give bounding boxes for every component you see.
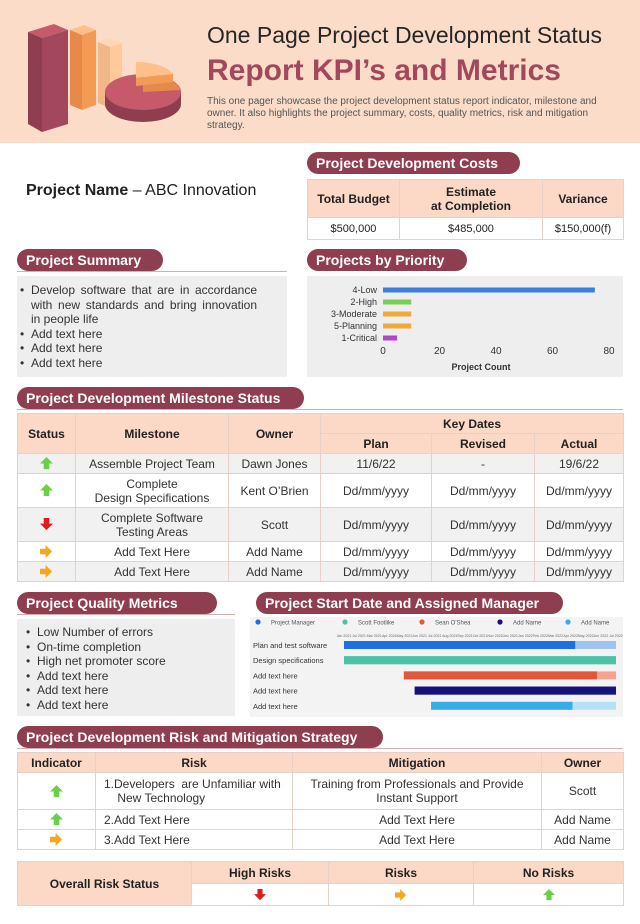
milestone-owner: Scott (229, 508, 321, 542)
priority-bar (383, 324, 411, 329)
milestone-status (18, 508, 76, 542)
risk-text: 3.Add Text Here (96, 830, 293, 850)
milestone-owner: Kent O’Brien (229, 474, 321, 508)
summary-item: • Add text here (20, 356, 257, 371)
milestone-status (18, 474, 76, 508)
quality-item: • Add text here (26, 683, 231, 698)
title-line-1: One Page Project Development Status (207, 22, 603, 48)
gantt-month-label: Nov 2021 (487, 634, 503, 638)
milestone-plan: Dd/mm/yyyy (321, 542, 432, 562)
risk-indicator (18, 810, 96, 830)
milestone-row (18, 474, 624, 508)
risk-header-risk: Risk (96, 753, 293, 773)
gantt-legend-label: Project Manager (271, 620, 316, 627)
overall-risk-label: Overall Risk Status (18, 862, 192, 906)
costs-section-title: Project Development Costs (307, 152, 520, 174)
milestone-table (17, 413, 624, 582)
milestone-revised: Dd/mm/yyyy (432, 542, 535, 562)
quality-section-title: Project Quality Metrics (17, 592, 217, 614)
milestone-name: Add Text Here (76, 542, 229, 562)
gantt-month-label: Jul 2021 (352, 634, 366, 638)
risk-rule (17, 748, 623, 749)
milestone-status (18, 542, 76, 562)
gantt-month-label: Jul 2022 (609, 634, 623, 638)
arrow-up-icon (18, 484, 75, 497)
arrow-up-icon (18, 785, 95, 798)
gantt-month-label: Apr 2022 (563, 634, 578, 638)
priority-category-label: 1-Critical (341, 333, 377, 343)
header-banner (0, 0, 640, 143)
risk-indicator (18, 830, 96, 850)
gantt-section-title: Project Start Date and Assigned Manager (256, 592, 563, 614)
risk-row (18, 773, 624, 810)
priority-tick-label: 60 (546, 346, 559, 357)
costs-header-variance: Variance (543, 180, 624, 218)
arrow-down-icon (18, 518, 75, 531)
milestone-plan: Dd/mm/yyyy (321, 562, 432, 582)
gantt-legend-marker (255, 619, 260, 624)
gantt-task-label: Add text here (253, 671, 298, 681)
gantt-legend-label: Add Name (581, 620, 610, 627)
milestone-actual: 19/6/22 (535, 454, 624, 474)
milestone-plan: Dd/mm/yyyy (321, 508, 432, 542)
milestone-actual: Dd/mm/yyyy (535, 474, 624, 508)
priority-category-label: 3-Moderate (330, 309, 377, 319)
risk-mitigation: Add Text Here (293, 810, 542, 830)
overall-mid-indicator (329, 884, 474, 906)
milestone-row (18, 562, 624, 582)
gantt-bar (404, 671, 597, 679)
gantt-month-label: Jan 2021 (336, 634, 352, 638)
milestone-row (18, 454, 624, 474)
gantt-legend-marker (419, 619, 424, 624)
summary-rule (17, 271, 287, 272)
summary-section-title: Project Summary (17, 249, 163, 271)
milestone-row (18, 508, 624, 542)
gantt-month-label: May 2022 (577, 634, 594, 638)
gantt-bar (344, 641, 575, 649)
priority-tick-label: 40 (490, 346, 502, 357)
risk-mitigation: Add Text Here (293, 830, 542, 850)
milestone-plan: Dd/mm/yyyy (321, 474, 432, 508)
summary-item: • Develop software that are in accordance with new standards and bring innovation in people life (20, 283, 257, 327)
gantt-month-label: Mar 2022 (547, 634, 564, 638)
risk-row (18, 830, 624, 850)
costs-header-estimate: Estimate at Completion (400, 180, 543, 218)
arrow-right-icon (18, 833, 95, 846)
gantt-chart (250, 617, 623, 717)
gantt-bar (431, 702, 572, 710)
priority-chart-box (307, 276, 623, 377)
overall-high-indicator (192, 884, 329, 906)
risk-indicator (18, 773, 96, 810)
milestone-name: Add Text Here (76, 562, 229, 582)
gantt-legend-label: Add Name (513, 620, 542, 627)
risk-header-mitigation: Mitigation (293, 753, 542, 773)
priority-tick-label: 0 (380, 346, 386, 357)
project-name-label: Project Name (26, 182, 129, 199)
quality-item: • Add text here (26, 698, 231, 713)
costs-header-budget: Total Budget (308, 180, 400, 218)
gantt-month-label: Sep 2021 (457, 634, 473, 638)
milestone-header-status: Status (18, 414, 76, 454)
milestone-header-plan: Plan (321, 434, 432, 454)
milestone-status (18, 454, 76, 474)
overall-mid-label: Risks (329, 862, 474, 884)
priority-bar (383, 336, 397, 341)
summary-box (17, 276, 287, 377)
title-line-2: Report KPI’s and Metrics (207, 54, 561, 87)
quality-rule (17, 614, 235, 615)
gantt-month-label: Jan 2022 (517, 634, 533, 638)
gantt-bar (415, 687, 616, 695)
project-name-value: ABC Innovation (145, 182, 257, 199)
milestone-rule (17, 409, 623, 410)
arrow-up-icon (474, 889, 623, 901)
priority-bar (383, 288, 595, 293)
project-name-separator: – (128, 182, 146, 199)
risk-text: 2.Add Text Here (96, 810, 293, 830)
gantt-month-label: Jun 2021 (412, 634, 427, 638)
milestone-name: Assemble Project Team (76, 454, 229, 474)
priority-bar (383, 312, 411, 317)
gantt-month-label: Apr 2021 (382, 634, 397, 638)
arrow-right-icon (329, 889, 473, 901)
quality-list (17, 619, 235, 712)
summary-list (17, 276, 287, 370)
costs-value-variance: $150,000(f) (543, 218, 624, 240)
priority-tick-label: 80 (603, 346, 615, 357)
3d-chart-illustration (18, 12, 188, 137)
arrow-right-icon (18, 545, 75, 558)
priority-bar (383, 300, 411, 305)
quality-item: • Add text here (26, 669, 231, 684)
risk-owner: Add Name (542, 830, 624, 850)
milestone-header-revised: Revised (432, 434, 535, 454)
gantt-month-label: Feb 2022 (532, 634, 549, 638)
milestone-revised: - (432, 454, 535, 474)
risk-section-title: Project Development Risk and Mitigation Strategy (17, 726, 383, 748)
priority-category-label: 2-High (350, 297, 377, 307)
priority-section-title: Projects by Priority (307, 249, 467, 271)
gantt-month-label: Dec 2021 (502, 634, 518, 638)
quality-item: • High net promoter score (26, 654, 231, 669)
milestone-section-title: Project Development Milestone Status (17, 387, 304, 409)
gantt-month-label: Jun 2022 (593, 634, 609, 638)
overall-none-label: No Risks (474, 862, 624, 884)
milestone-row (18, 542, 624, 562)
milestone-header-milestone: Milestone (76, 414, 229, 454)
milestone-header-key-dates: Key Dates (321, 414, 624, 434)
gantt-legend-marker (565, 619, 570, 624)
gantt-month-label: Mar 2021 (366, 634, 382, 638)
overall-none-indicator (474, 884, 624, 906)
milestone-plan: 11/6/22 (321, 454, 432, 474)
project-name (26, 182, 256, 200)
priority-chart (307, 276, 623, 377)
milestone-header-actual: Actual (535, 434, 624, 454)
milestone-name: Complete Software Testing Areas (76, 508, 229, 542)
risk-row (18, 810, 624, 830)
header-description: This one pager showcase the project development status report indicator, milestone and owner. It also highlights the project summary, costs, quality metrics, risk and mitigation strategy. (207, 96, 597, 131)
milestone-revised: Dd/mm/yyyy (432, 562, 535, 582)
gantt-task-label: Add text here (253, 686, 298, 696)
milestone-header-owner: Owner (229, 414, 321, 454)
risk-mitigation: Training from Professionals and Provide Instant Support (293, 773, 542, 810)
summary-item: • Add text here (20, 341, 257, 356)
overall-risk-table (17, 861, 624, 906)
gantt-task-label: Design specifications (253, 656, 324, 666)
arrow-up-icon (18, 813, 95, 826)
risk-owner: Add Name (542, 810, 624, 830)
risk-header-owner: Owner (542, 753, 624, 773)
arrow-right-icon (18, 565, 75, 578)
gantt-task-label: Add text here (253, 701, 298, 711)
priority-category-label: 4-Low (352, 285, 377, 295)
risk-header-indicator: Indicator (18, 753, 96, 773)
milestone-actual: Dd/mm/yyyy (535, 542, 624, 562)
gantt-legend-label: Scott Footlike (358, 620, 395, 627)
gantt-task-label: Plan and test software (253, 641, 328, 650)
gantt-month-label: Oct 2021 (472, 634, 488, 638)
costs-value-estimate: $485,000 (400, 218, 543, 240)
gantt-month-label: Aug 2021 (442, 634, 458, 638)
gantt-legend-marker (497, 619, 502, 624)
gantt-bar (344, 656, 616, 664)
quality-item: • On-time completion (26, 640, 231, 655)
arrow-up-icon (18, 457, 75, 470)
summary-item: • Add text here (20, 327, 257, 342)
gantt-legend-label: Sean O'Shea (435, 620, 471, 627)
costs-table (307, 179, 624, 240)
arrow-down-icon (192, 889, 328, 901)
quality-item: • Low Number of errors (26, 625, 231, 640)
gantt-legend-marker (342, 619, 347, 624)
milestone-revised: Dd/mm/yyyy (432, 508, 535, 542)
milestone-status (18, 562, 76, 582)
gantt-chart-box (250, 617, 623, 717)
milestone-name: Complete Design Specifications (76, 474, 229, 508)
milestone-owner: Add Name (229, 542, 321, 562)
risk-owner: Scott (542, 773, 624, 810)
risk-table (17, 752, 624, 850)
milestone-actual: Dd/mm/yyyy (535, 562, 624, 582)
priority-tick-label: 20 (433, 346, 446, 357)
overall-high-label: High Risks (192, 862, 329, 884)
gantt-month-label: May 2021 (396, 634, 413, 638)
milestone-actual: Dd/mm/yyyy (535, 508, 624, 542)
gantt-month-label: Jul 2021 (427, 634, 442, 638)
priority-axis-label: Project Count (451, 362, 511, 372)
milestone-owner: Dawn Jones (229, 454, 321, 474)
priority-category-label: 5-Planning (333, 321, 377, 331)
quality-box (17, 619, 235, 716)
milestone-revised: Dd/mm/yyyy (432, 474, 535, 508)
risk-text: 1.Developers are Unfamiliar with New Technology (96, 773, 293, 810)
costs-value-budget: $500,000 (308, 218, 400, 240)
milestone-owner: Add Name (229, 562, 321, 582)
